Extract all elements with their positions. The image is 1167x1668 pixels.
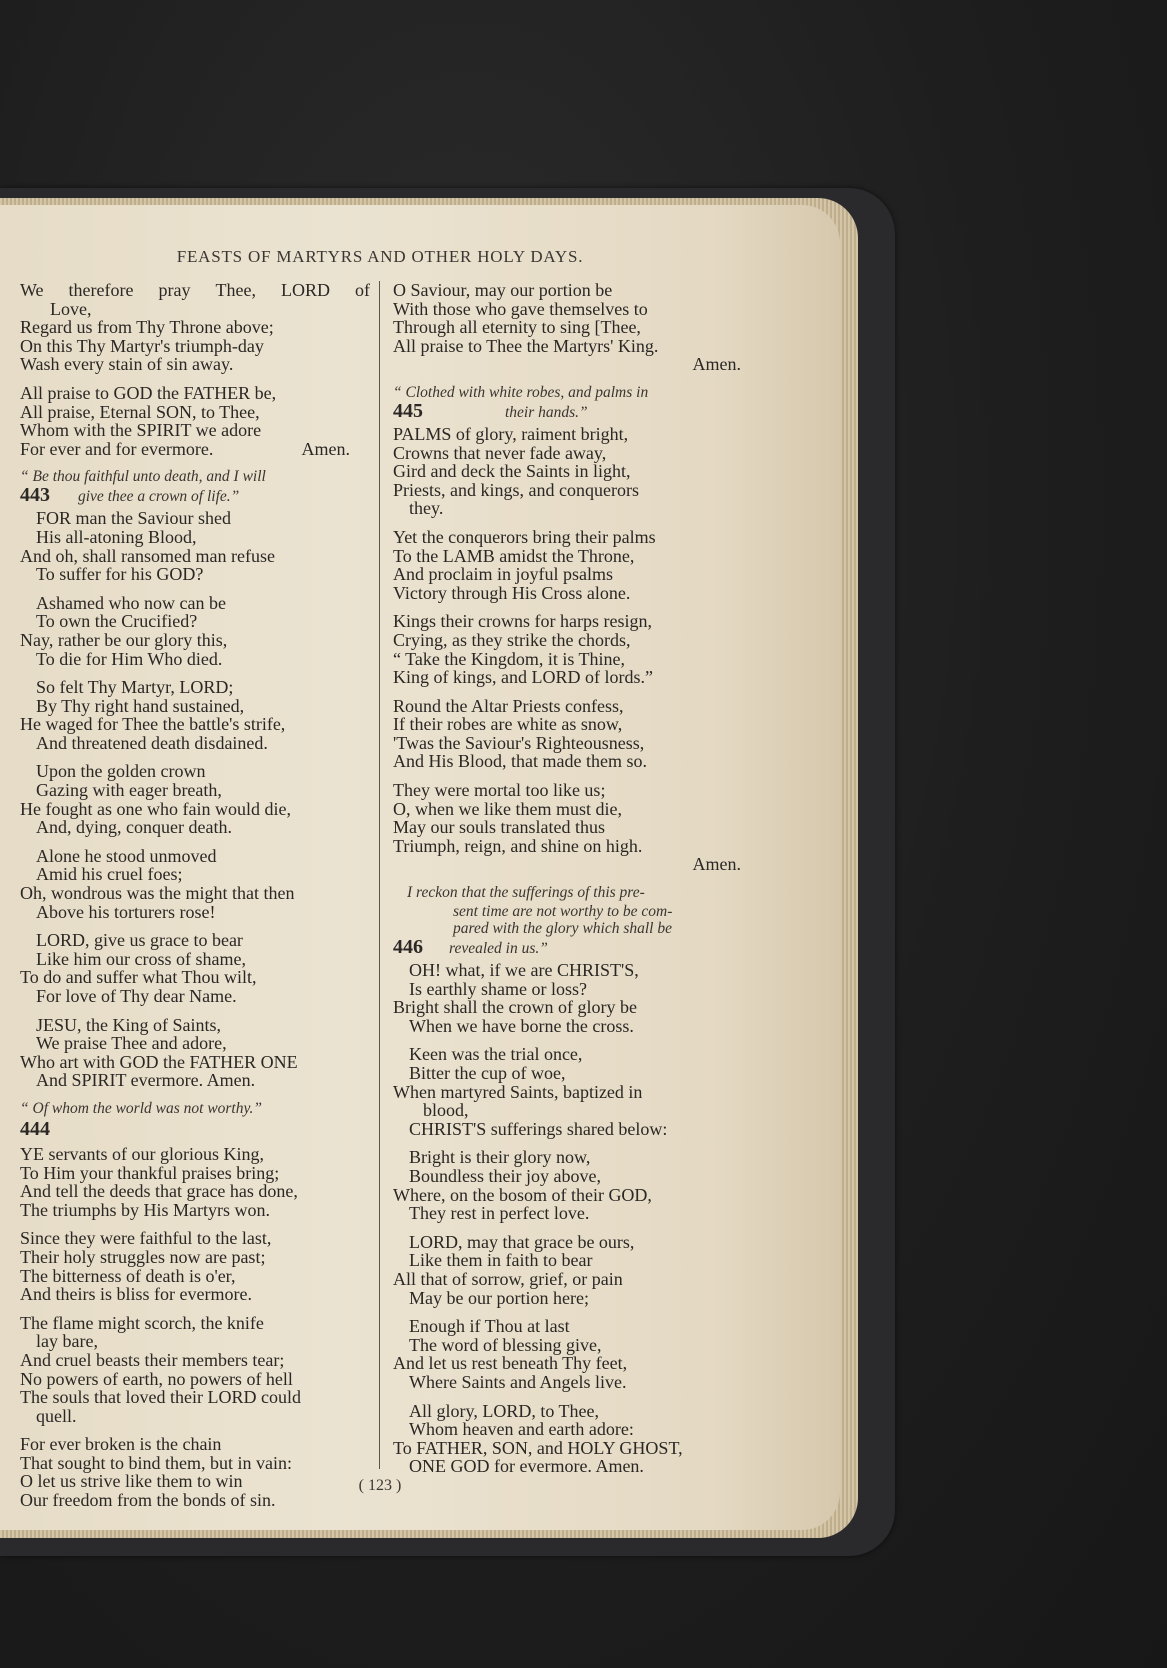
verse-line: Crowns that never fade away, — [393, 442, 607, 463]
hymn-number: 443 — [20, 484, 50, 507]
verse-line: To Him your thankful praises bring; — [20, 1162, 280, 1183]
verse-line: All praise to Thee the Martyrs' King. — [393, 335, 659, 356]
verse-line: Since they were faithful to the last, — [20, 1228, 272, 1249]
verse-line: His all-atoning Blood, — [36, 526, 197, 547]
verse-line: lay bare, — [36, 1331, 98, 1352]
hymn-epigraph: sent time are not worthy to be com- — [453, 903, 673, 921]
verse-line: JESU, the King of Saints, — [36, 1014, 222, 1035]
hymn-number: 444 — [20, 1117, 50, 1140]
hymn-epigraph: “ Of whom the world was not worthy.” — [20, 1099, 263, 1117]
verse-line: Where Saints and Angels live. — [409, 1371, 627, 1392]
verse-line: And SPIRIT evermore. Amen. — [36, 1070, 256, 1091]
verse-line: Like them in faith to bear — [409, 1250, 593, 1271]
verse-line: Ashamed who now can be — [36, 592, 226, 613]
verse — [20, 594, 370, 668]
verse — [20, 1229, 370, 1303]
hymn-epigraph: pared with the glory which shall be — [453, 920, 672, 938]
column-divider — [379, 281, 380, 1469]
verse-line: Is earthly shame or loss? — [409, 978, 587, 999]
verse-line: May be our portion here; — [409, 1287, 589, 1308]
verse-line: Boundless their joy above, — [409, 1165, 601, 1186]
verse-line: And tell the deeds that grace has done, — [20, 1181, 298, 1202]
verse — [20, 847, 370, 921]
verse-line: To FATHER, SON, and HOLY GHOST, — [393, 1437, 683, 1458]
verse-line: The souls that loved their LORD could — [20, 1387, 301, 1408]
verse-line: Whom with the SPIRIT we adore — [20, 420, 262, 441]
verse-line: Nay, rather be our glory this, — [20, 629, 228, 650]
verse — [20, 1145, 370, 1219]
verse-line: All glory, LORD, to Thee, — [409, 1400, 599, 1421]
verse-line: Oh, wondrous was the might that then — [20, 883, 295, 904]
verse — [20, 931, 370, 1005]
verse-line: And, dying, conquer death. — [36, 817, 232, 838]
hymn-epigraph: revealed in us.” — [449, 940, 548, 958]
verse-line: Alone he stood unmoved — [36, 845, 217, 866]
verse-line: Who art with GOD the FATHER ONE — [20, 1051, 298, 1072]
verse-line: 'Twas the Saviour's Righteousness, — [393, 732, 645, 753]
verse-line: quell. — [36, 1405, 77, 1426]
verse-line: And His Blood, that made them so. — [393, 751, 647, 772]
verse-line: King of kings, and LORD of lords.” — [393, 667, 653, 688]
verse-line: All that of sorrow, grief, or pain — [393, 1268, 623, 1289]
verse-line: LORD, may that grace be ours, — [409, 1231, 635, 1252]
verse-line: For love of Thy dear Name. — [36, 986, 237, 1006]
verse-line: OH! what, if we are CHRIST'S, — [409, 960, 639, 981]
verse-line: YE servants of our glorious King, — [20, 1143, 264, 1164]
verse-line: For ever broken is the chain — [20, 1434, 222, 1455]
verse-line: Victory through His Cross alone. — [393, 582, 631, 603]
hymn-epigraph: give thee a crown of life.” — [78, 488, 240, 506]
verse-line: No powers of earth, no powers of hell — [20, 1368, 293, 1389]
verse-line: The flame might scorch, the knife — [20, 1312, 264, 1333]
hymn-number: 445 — [393, 399, 423, 422]
verse — [393, 1045, 745, 1138]
verse-line: And let us rest beneath Thy feet, — [393, 1353, 628, 1374]
verse-line: May our souls translated thus — [393, 817, 605, 838]
hymn-number: 446 — [393, 936, 423, 959]
verse-line: Through all eternity to sing [Thee, — [393, 317, 641, 338]
verse-line: O, when we like them must die, — [393, 798, 622, 819]
verse-line: O Saviour, may our portion be — [393, 280, 613, 300]
verse — [393, 961, 745, 1035]
verse-line: Gird and deck the Saints in light, — [393, 461, 631, 482]
verse — [20, 1314, 370, 1426]
verse — [393, 1148, 745, 1222]
verse — [20, 678, 370, 752]
verse-line: Priests, and kings, and conquerors — [393, 479, 639, 500]
verse-line: To do and suffer what Thou wilt, — [20, 967, 257, 988]
verse-line: Our freedom from the bonds of sin. — [20, 1490, 276, 1511]
verse-line: Whom heaven and earth adore: — [409, 1419, 634, 1440]
verse-line: He fought as one who fain would die, — [20, 798, 291, 819]
verse-line: blood, — [423, 1100, 469, 1121]
verse-line: And proclaim in joyful psalms — [393, 564, 613, 585]
verse — [393, 281, 745, 374]
verse-line: Like him our cross of shame, — [36, 948, 246, 969]
verse-line: They rest in perfect love. — [409, 1203, 590, 1224]
verse-line: By Thy right hand sustained, — [36, 695, 245, 716]
amen: Amen. — [692, 354, 741, 375]
verse-line: All praise to GOD the FATHER be, — [20, 382, 277, 403]
left-column — [20, 281, 370, 1520]
verse-line: To suffer for his GOD? — [36, 564, 204, 585]
verse-line: Bright is their glory now, — [409, 1147, 591, 1168]
verse-line: Round the Altar Priests confess, — [393, 695, 624, 716]
verse-line: Their holy struggles now are past; — [20, 1246, 266, 1267]
verse-line: On this Thy Martyr's triumph-day — [20, 335, 264, 356]
verse-line: To die for Him Who died. — [36, 648, 223, 669]
verse-line: Triumph, reign, and shine on high. — [393, 835, 643, 856]
verse-line: Regard us from Thy Throne above; — [20, 317, 274, 338]
verse-line: they. — [409, 498, 444, 519]
verse-line: Upon the golden crown — [36, 761, 206, 782]
verse — [20, 384, 370, 458]
verse-line: And oh, shall ransomed man refuse — [20, 545, 275, 566]
verse-line: Enough if Thou at last — [409, 1316, 570, 1337]
verse-line: Where, on the bosom of their GOD, — [393, 1184, 652, 1205]
verse-line: PALMS of glory, raiment bright, — [393, 423, 629, 444]
running-head: FEASTS OF MARTYRS AND OTHER HOLY DAYS. — [176, 247, 584, 266]
verse-line: We praise Thee and adore, — [36, 1033, 227, 1054]
verse-line: And threatened death disdained. — [36, 732, 268, 753]
verse-line: CHRIST'S sufferings shared below: — [409, 1118, 668, 1139]
verse-line: When martyred Saints, baptized in — [393, 1081, 643, 1102]
verse-line: To the LAMB amidst the Throne, — [393, 545, 635, 566]
verse-line: And theirs is bliss for evermore. — [20, 1284, 252, 1305]
verse-line: Love, — [50, 298, 92, 319]
verse — [393, 612, 745, 686]
verse — [393, 1402, 745, 1476]
verse-line: We therefore pray Thee, LORD of — [20, 280, 370, 300]
hymn-epigraph: I reckon that the sufferings of this pre- — [407, 884, 645, 902]
verse-line-text: For ever and for evermore. — [20, 438, 214, 459]
verse-line: The triumphs by His Martyrs won. — [20, 1199, 270, 1220]
hymn-epigraph: “ Clothed with white robes, and palms in — [393, 383, 649, 401]
verse-line: He waged for Thee the battle's strife, — [20, 714, 286, 735]
verse-line: They were mortal too like us; — [393, 780, 606, 801]
verse-line: That sought to bind them, but in vain: — [20, 1452, 292, 1473]
verse — [393, 425, 745, 518]
verse-line: Yet the conquerors bring their palms — [393, 526, 656, 547]
verse — [20, 509, 370, 583]
right-column — [393, 281, 745, 1486]
verse — [20, 762, 370, 836]
verse-line: To own the Crucified? — [36, 611, 198, 632]
verse-line: Amid his cruel foes; — [36, 864, 183, 885]
verse-line: “ Take the Kingdom, it is Thine, — [393, 648, 626, 669]
verse-line: When we have borne the cross. — [409, 1015, 634, 1036]
verse-line: FOR man the Saviour shed — [36, 508, 231, 529]
verse-line: ONE GOD for evermore. Amen. — [409, 1456, 644, 1477]
verse-line: With those who gave themselves to — [393, 298, 648, 319]
verse-line: LORD, give us grace to bear — [36, 930, 243, 951]
verse-line: Keen was the trial once, — [409, 1044, 583, 1065]
verse-line: The bitterness of death is o'er, — [20, 1265, 236, 1286]
verse-line: If their robes are white as snow, — [393, 714, 623, 735]
verse-line: So felt Thy Martyr, LORD; — [36, 677, 234, 698]
verse — [393, 528, 745, 602]
verse-line: Bitter the cup of woe, — [409, 1063, 566, 1083]
verse-line: Wash every stain of sin away. — [20, 354, 234, 375]
verse — [393, 781, 745, 874]
verse — [393, 1233, 745, 1307]
verse-line: Bright shall the crown of glory be — [393, 997, 637, 1018]
amen: Amen. — [692, 854, 741, 875]
verse-line: Crying, as they strike the chords, — [393, 629, 631, 650]
verse-line: O let us strive like them to win — [20, 1471, 243, 1492]
verse-line: All praise, Eternal SON, to Thee, — [20, 401, 260, 422]
verse — [393, 697, 745, 771]
verse-line: Gazing with eager breath, — [36, 780, 222, 801]
verse-line: Kings their crowns for harps resign, — [393, 611, 652, 632]
amen: Amen. — [301, 438, 350, 459]
hymn-epigraph: their hands.” — [505, 403, 588, 421]
verse — [393, 1317, 745, 1391]
page-number: ( 123 ) — [358, 1477, 402, 1494]
book-page — [0, 205, 840, 1530]
verse-line: And cruel beasts their members tear; — [20, 1349, 285, 1370]
verse-line: Above his torturers rose! — [36, 901, 216, 922]
verse-line: The word of blessing give, — [409, 1334, 602, 1355]
verse-line — [20, 440, 370, 459]
verse — [20, 1016, 370, 1090]
verse — [20, 1435, 370, 1509]
verse — [20, 281, 370, 374]
hymn-epigraph: “ Be thou faithful unto death, and I will — [20, 468, 266, 486]
